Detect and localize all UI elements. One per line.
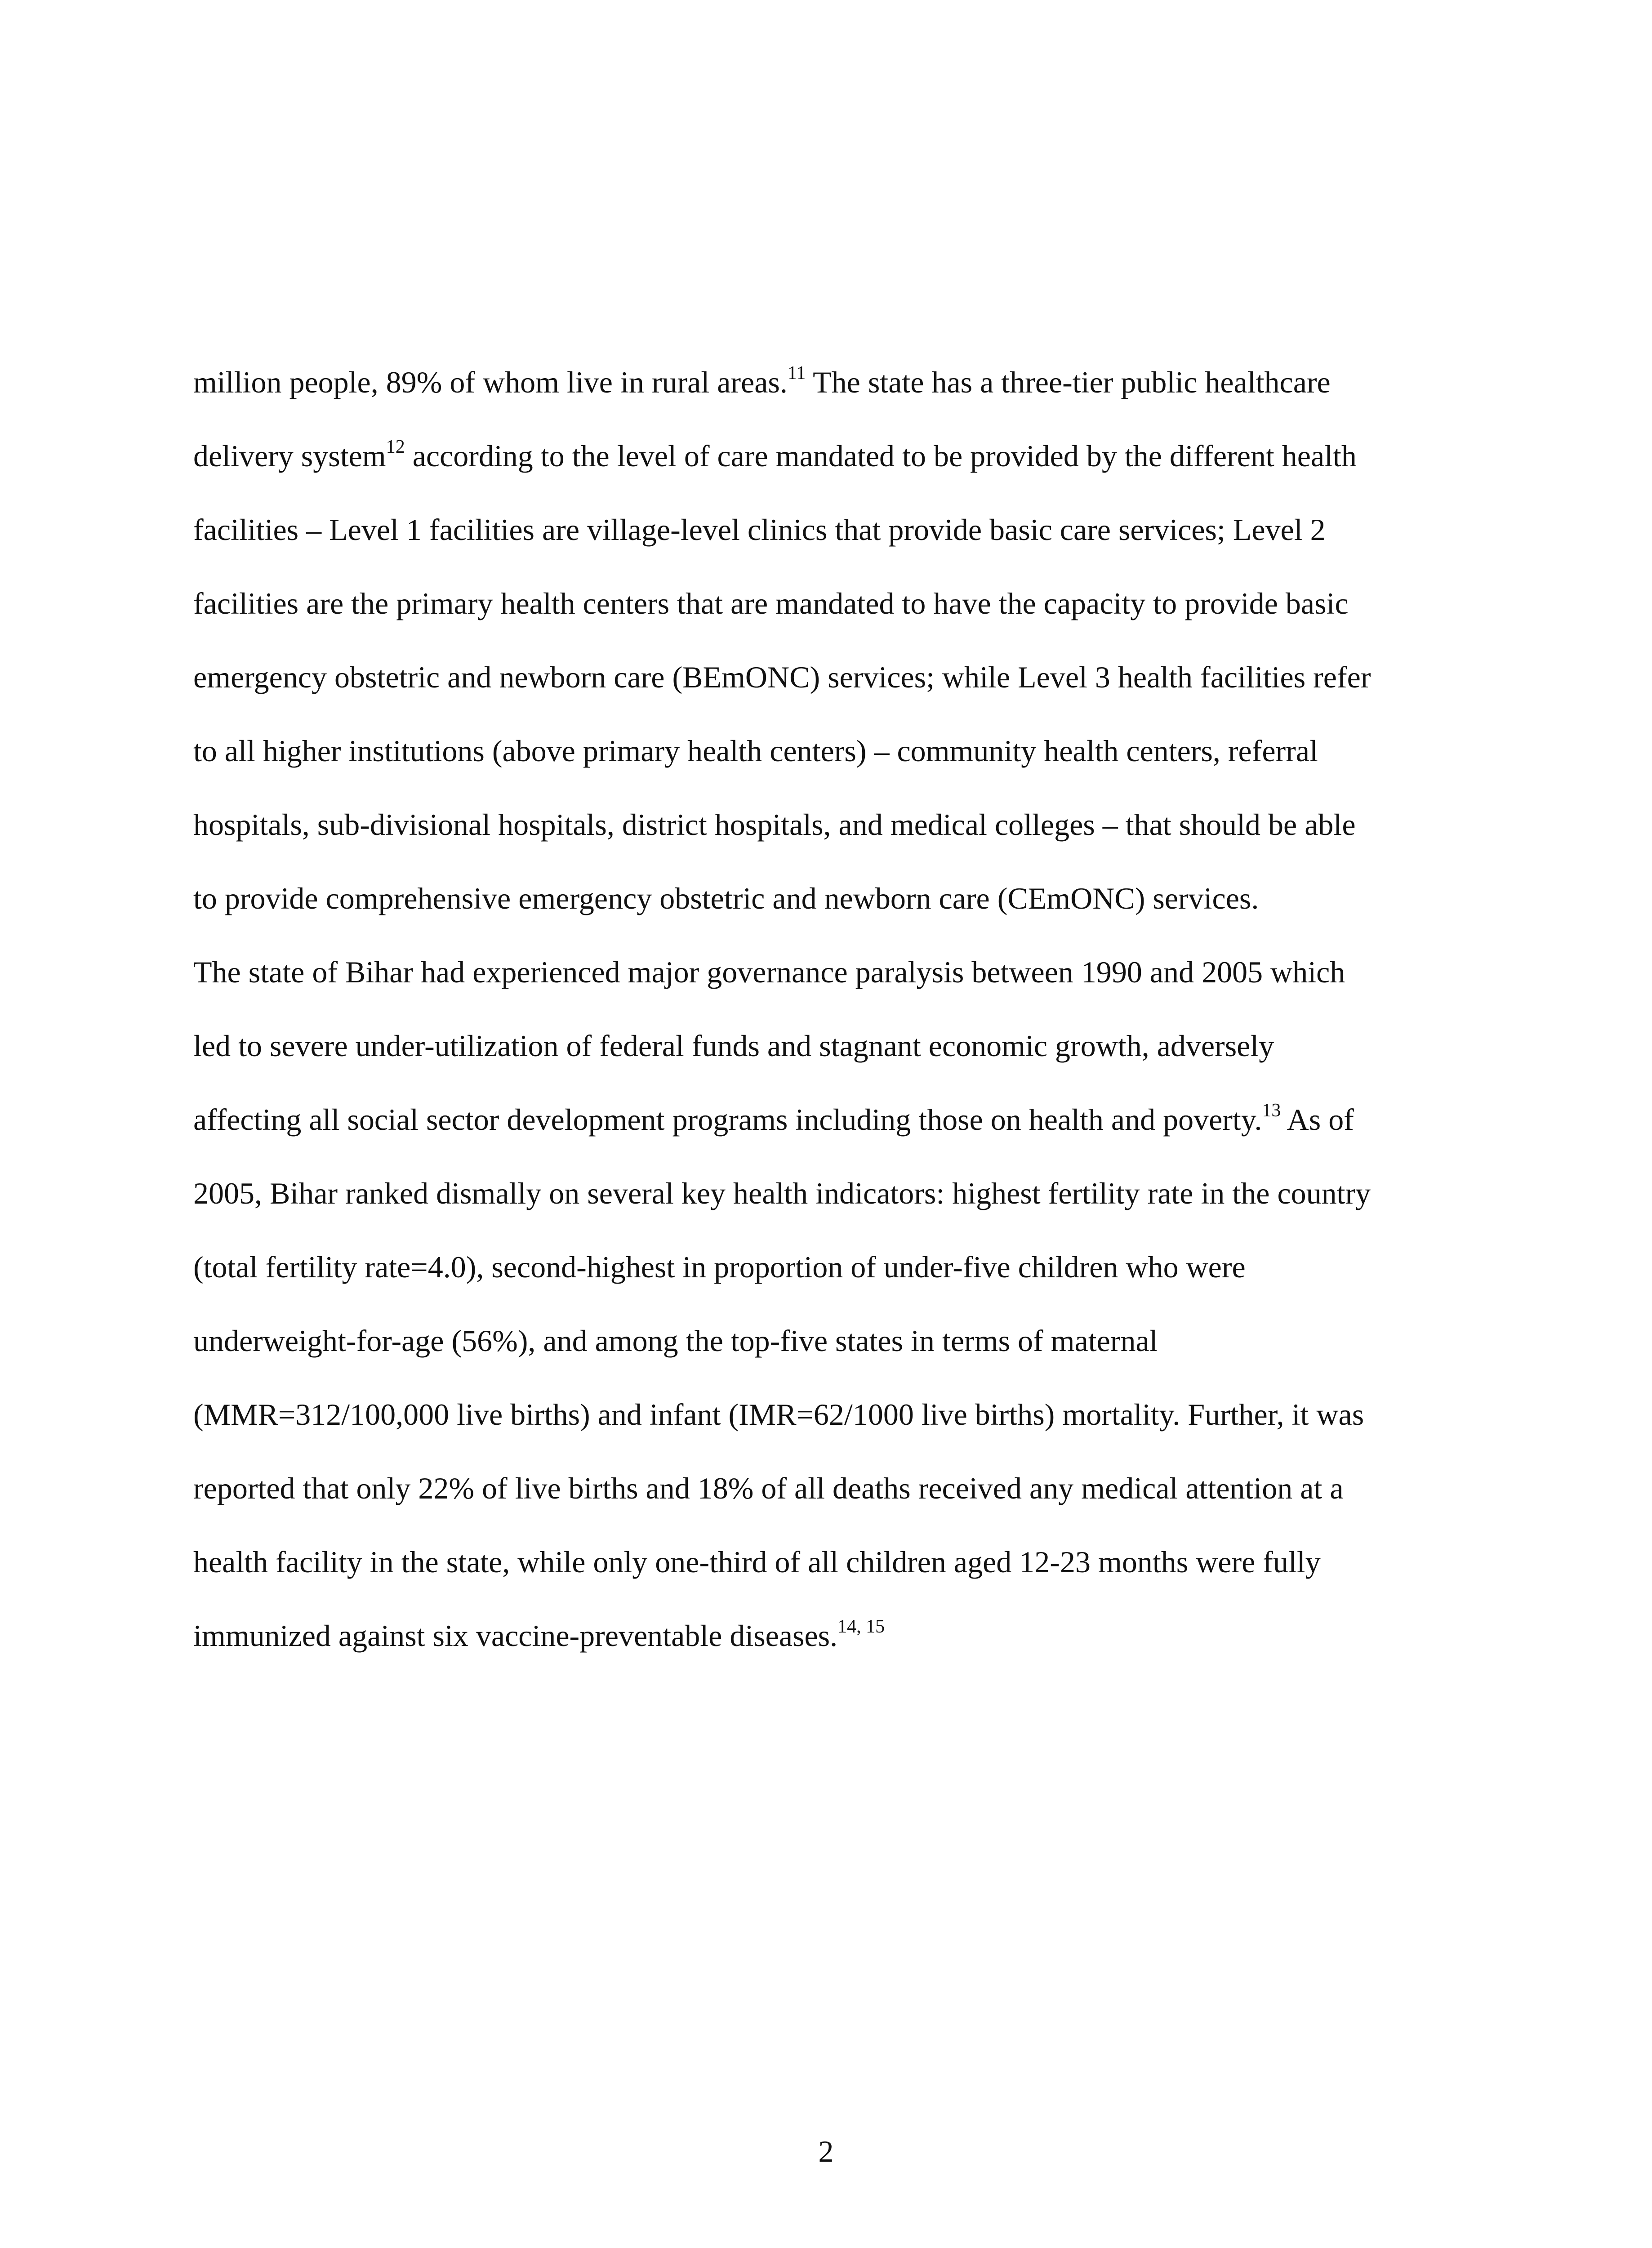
text-segment: The state has a three-tier public healthcare bbox=[806, 365, 1331, 399]
text-segment: delivery system bbox=[193, 439, 386, 473]
text-line bbox=[193, 802, 1356, 847]
text-segment: reported that only 22% of live births and 18% of all deaths received any medical attention at a bbox=[193, 1471, 1344, 1505]
text-segment: immunized against six vaccine-preventable diseases. bbox=[193, 1619, 838, 1653]
text-segment: affecting all social sector development programs including those on health and poverty. bbox=[193, 1102, 1262, 1137]
text-line bbox=[193, 1318, 1158, 1363]
text-line bbox=[193, 1392, 1364, 1437]
text-segment: 2005, Bihar ranked dismally on several key health indicators: highest fertility rate in the country bbox=[193, 1176, 1371, 1210]
text-line bbox=[193, 655, 1371, 700]
text-line bbox=[193, 1539, 1321, 1584]
text-segment: health facility in the state, while only one-third of all children aged 12-23 months were fully bbox=[193, 1545, 1321, 1579]
text-segment: The state of Bihar had experienced major governance paralysis between 1990 and 2005 which bbox=[193, 955, 1345, 989]
citation-superscript: 14, 15 bbox=[837, 1616, 885, 1637]
text-line bbox=[193, 581, 1349, 626]
text-line bbox=[193, 1466, 1344, 1511]
text-segment: according to the level of care mandated to be provided by the different health bbox=[405, 439, 1357, 473]
page-number: 2 bbox=[818, 2134, 834, 2168]
text-segment: (MMR=312/100,000 live births) and infant (IMR=62/1000 live births) mortality. Further, it was bbox=[193, 1397, 1364, 1432]
text-segment: As of bbox=[1281, 1102, 1354, 1137]
text-segment: emergency obstetric and newborn care (BEmONC) services; while Level 3 health facilities refer bbox=[193, 660, 1371, 694]
text-segment: underweight-for-age (56%), and among the top-five states in terms of maternal bbox=[193, 1324, 1158, 1358]
text-segment: (total fertility rate=4.0), second-highest in proportion of under-five children who were bbox=[193, 1250, 1246, 1284]
text-segment: million people, 89% of whom live in rural areas. bbox=[193, 365, 788, 399]
text-segment: to provide comprehensive emergency obstetric and newborn care (CEmONC) services. bbox=[193, 881, 1259, 915]
text-line bbox=[193, 728, 1318, 773]
text-line bbox=[193, 507, 1326, 552]
text-line bbox=[193, 950, 1345, 995]
text-line bbox=[193, 1097, 1354, 1142]
citation-superscript: 11 bbox=[787, 363, 806, 384]
text-segment: led to severe under-utilization of federal funds and stagnant economic growth, adversely bbox=[193, 1029, 1274, 1063]
text-segment: hospitals, sub-divisional hospitals, district hospitals, and medical colleges – that should be able bbox=[193, 807, 1356, 842]
text-line bbox=[193, 1613, 885, 1658]
text-line bbox=[193, 433, 1357, 478]
text-segment: facilities are the primary health centers that are mandated to have the capacity to provide basic bbox=[193, 586, 1349, 620]
text-line bbox=[193, 1244, 1246, 1289]
citation-superscript: 12 bbox=[386, 437, 405, 457]
citation-superscript: 13 bbox=[1262, 1100, 1281, 1121]
text-segment: facilities – Level 1 facilities are village-level clinics that provide basic care services; Level 2 bbox=[193, 513, 1326, 547]
text-line bbox=[193, 876, 1259, 921]
text-line bbox=[193, 360, 1331, 405]
text-segment: to all higher institutions (above primary health centers) – community health centers, referral bbox=[193, 734, 1318, 768]
text-line bbox=[193, 1023, 1274, 1068]
text-line bbox=[193, 1171, 1371, 1216]
